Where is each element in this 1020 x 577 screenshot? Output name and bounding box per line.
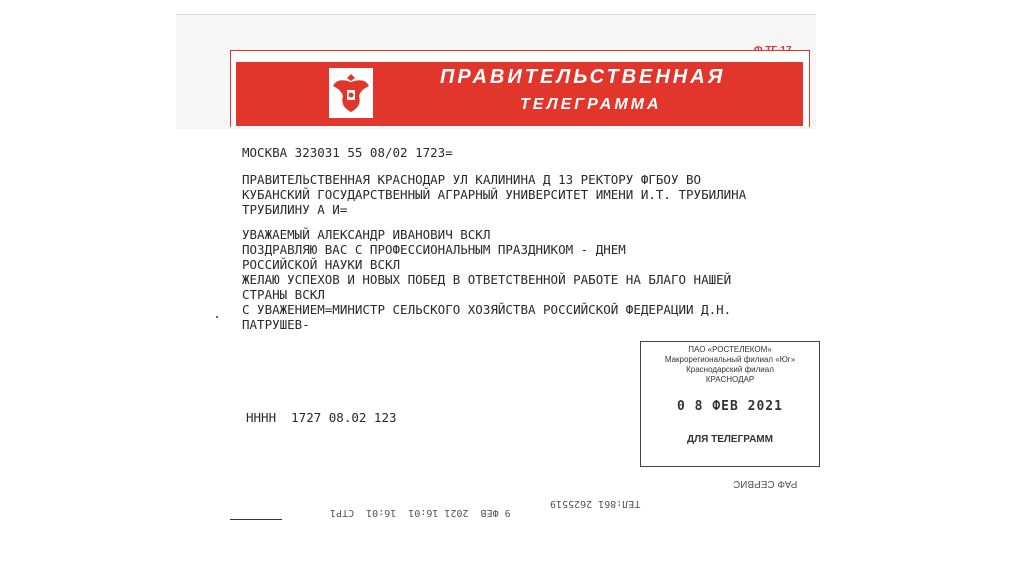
address-line: ПРАВИТЕЛЬСТВЕННАЯ КРАСНОДАР УЛ КАЛИНИНА Д 13 РЕКТОРУ ФГБОУ ВО	[242, 172, 702, 187]
margin-mark	[216, 316, 218, 318]
body-line: С УВАЖЕНИЕМ=МИНИСТР СЕЛЬСКОГО ХОЗЯЙСТВА РОССИЙСКОЙ ФЕДЕРАЦИИ Д.Н.	[242, 302, 732, 317]
address-line: ТРУБИЛИНУ А И=	[242, 202, 348, 217]
stamp-org-line: Макрорегиональный филиал «Юг»	[664, 355, 796, 364]
telegram-header: МОСКВА 323031 55 08/02 1723=	[242, 145, 453, 160]
banner-subtitle: ТЕЛЕГРАММА	[520, 96, 662, 113]
body-line: ПОЗДРАВЛЯЮ ВАС С ПРОФЕССИОНАЛЬНЫМ ПРАЗДНИКОМ - ДНЕМ	[242, 242, 626, 257]
tape-dash	[230, 519, 282, 520]
service-line: НННН 1727 08.02 123	[246, 410, 397, 425]
mirrored-service-text: РАФ СЕРВИС	[733, 478, 798, 489]
body-line: УВАЖАЕМЫЙ АЛЕКСАНДР ИВАНОВИЧ ВСКЛ	[242, 227, 491, 242]
mirrored-phone-text: ТЕЛ:861 2625519	[550, 498, 641, 509]
mirrored-time-text: 9 ФЕВ 2021 16:01 16:01 СТР1	[330, 507, 511, 518]
body-line: СТРАНЫ ВСКЛ	[242, 287, 325, 302]
stamp-organization	[641, 345, 819, 385]
post-office-stamp	[640, 341, 820, 467]
stamp-org-line: ПАО «РОСТЕЛЕКОМ»	[688, 345, 772, 354]
body-line: ЖЕЛАЮ УСПЕХОВ И НОВЫХ ПОБЕД В ОТВЕТСТВЕННОЙ РАБОТЕ НА БЛАГО НАШЕЙ	[242, 272, 732, 287]
stamp-org-line: КРАСНОДАР	[705, 375, 755, 384]
body-line: ПАТРУШЕВ-	[242, 317, 310, 332]
body-line: РОССИЙСКОЙ НАУКИ ВСКЛ	[242, 257, 401, 272]
stamp-date: 0 8 ФЕВ 2021	[677, 399, 783, 414]
stamp-org-line: Краснодарский филиал	[686, 365, 774, 374]
address-line: КУБАНСКИЙ ГОСУДАРСТВЕННЫЙ АГРАРНЫЙ УНИВЕРСИТЕТ ИМЕНИ И.Т. ТРУБИЛИНА	[242, 187, 747, 202]
stamp-purpose: ДЛЯ ТЕЛЕГРАММ	[687, 434, 773, 445]
banner-title: ПРАВИТЕЛЬСТВЕННАЯ	[440, 66, 726, 88]
coat-of-arms-icon	[329, 68, 373, 118]
